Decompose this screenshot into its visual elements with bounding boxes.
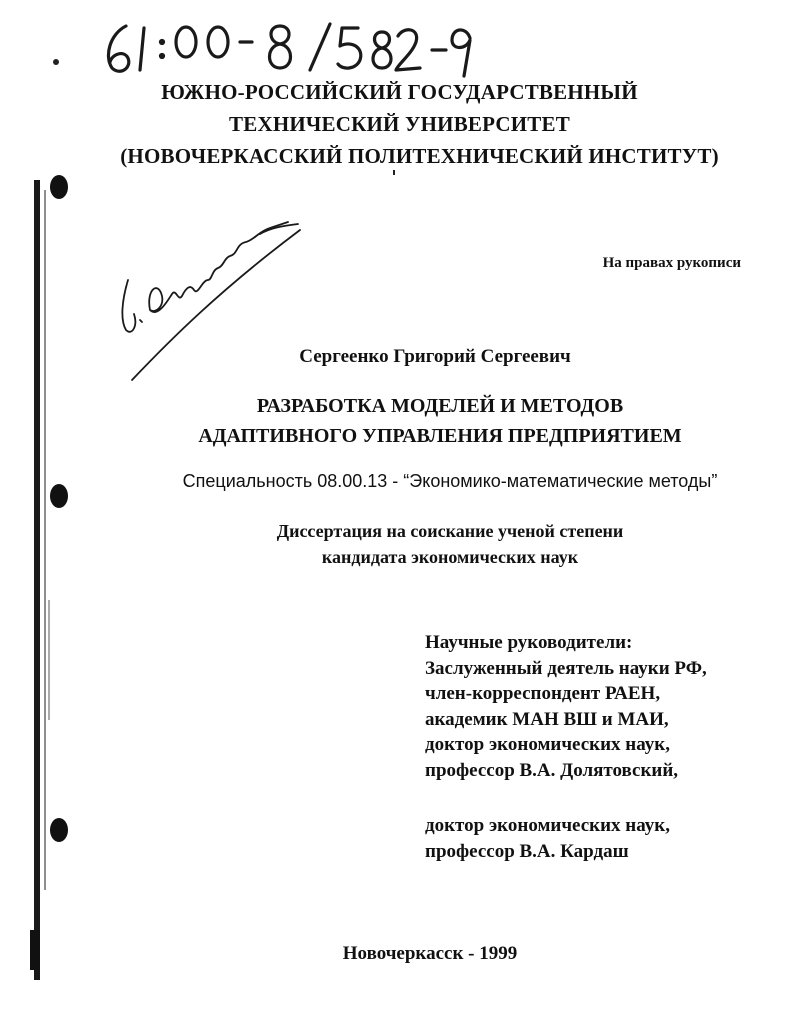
supervisor-spacer — [425, 783, 795, 813]
dissertation-title-line-1: РАЗРАБОТКА МОДЕЛЕЙ И МЕТОДОВ — [256, 395, 624, 417]
supervisors-heading: Научные руководители: — [425, 632, 633, 653]
supervisor-1-line: академик МАН ВШ и МАИ, — [425, 708, 669, 730]
degree-line-2: кандидата экономических наук — [321, 547, 579, 567]
punch-hole-mark — [50, 818, 68, 842]
binding-strip-thin — [44, 190, 46, 890]
rights-note: На правах рукописи — [602, 255, 741, 271]
scan-speck — [393, 170, 395, 175]
supervisor-2-line: профессор В.А. Кардаш — [425, 840, 629, 862]
binding-strip-end — [30, 930, 40, 970]
supervisor-1-line: профессор В.А. Долятовский, — [425, 759, 679, 781]
supervisor-1-line: Заслуженный деятель науки РФ, — [425, 657, 707, 679]
university-name-line-2: ТЕХНИЧЕСКИЙ УНИВЕРСИТЕТ — [229, 112, 570, 136]
supervisors-block — [425, 630, 795, 864]
binding-strip — [34, 180, 40, 980]
university-name-line-3: (НОВОЧЕРКАССКИЙ ПОЛИТЕХНИЧЕСКИЙ ИНСТИТУТ) — [120, 144, 719, 168]
degree-line-1: Диссертация на соискание ученой степени — [276, 521, 624, 541]
punch-hole-mark — [50, 175, 68, 199]
city-year: Новочеркасск - 1999 — [342, 943, 518, 964]
supervisor-2-line: доктор экономических наук, — [425, 815, 670, 836]
specialty: Специальность 08.00.13 - “Экономико-математические методы” — [182, 471, 718, 491]
supervisor-1-line: член-корреспондент РАЕН, — [425, 683, 661, 704]
handwritten-archive-code — [48, 12, 478, 82]
supervisor-1-line: доктор экономических наук, — [425, 734, 670, 755]
punch-hole-mark — [50, 484, 68, 508]
handwritten-signature — [110, 210, 310, 400]
author-name: Сергеенко Григорий Сергеевич — [299, 346, 571, 367]
dissertation-title-line-2: АДАПТИВНОГО УПРАВЛЕНИЯ ПРЕДПРИЯТИЕМ — [198, 425, 682, 447]
university-name-line-1: ЮЖНО-РОССИЙСКИЙ ГОСУДАРСТВЕННЫЙ — [161, 80, 638, 104]
scan-line — [48, 600, 50, 720]
